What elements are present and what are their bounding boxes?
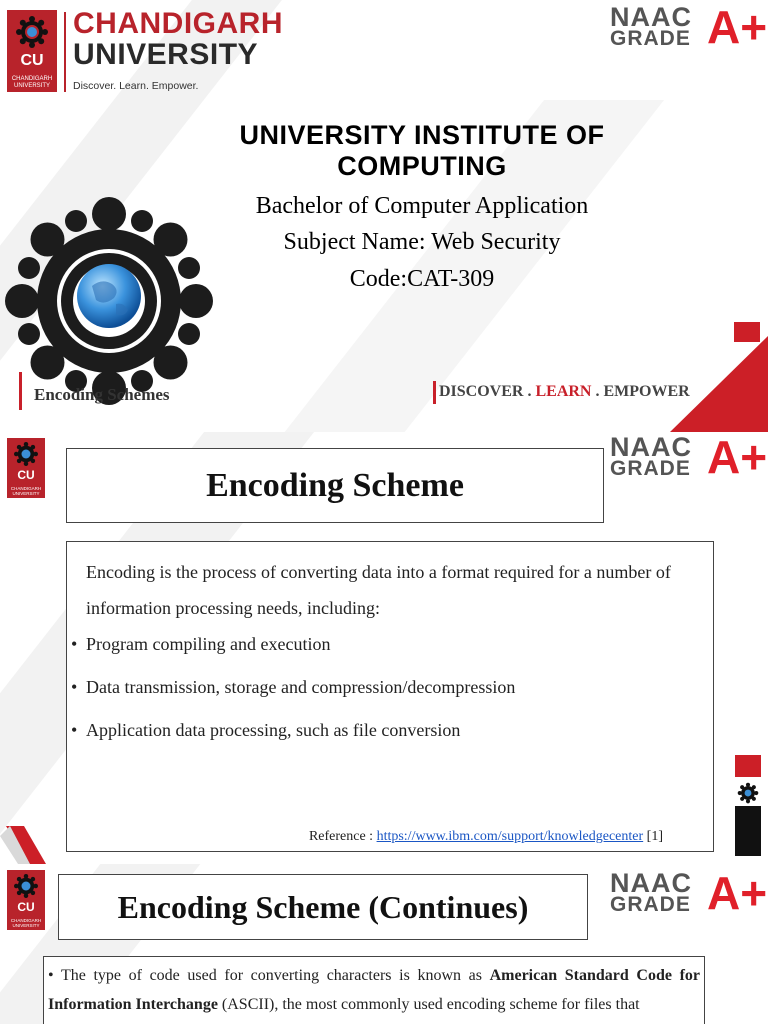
cu-logo-caption: CHANDIGARH UNIVERSITY [10,918,42,928]
grade-text: GRADE [610,457,691,480]
title-slide [0,0,768,432]
reference-link[interactable]: https://www.ibm.com/support/knowledgecenter [376,829,644,844]
list-item: • Data transmission, storage and compression/decompression [71,677,516,697]
university-name [73,8,283,70]
cu-logo [7,10,57,92]
corner-stripe-decoration [0,826,48,864]
gear-icon [16,16,48,48]
topic-title: Encoding Schemes [34,385,170,404]
cu-logo-text: CU [20,52,44,69]
naac-text: NAAC [610,2,692,32]
program-name: Bachelor of Computer Application [255,193,589,219]
globe-gear-icon [4,196,214,406]
university-name-line2: UNIVERSITY [73,38,259,71]
content-box [43,956,705,1024]
continued-slide [0,864,768,1024]
naac-grade: A+ [707,1,768,53]
logo-divider [64,12,66,92]
corner-decoration [650,318,768,432]
cu-logo [7,870,45,930]
motto-accent [433,381,436,404]
motto-discover: DISCOVER . [439,383,536,400]
paragraph-bold: American Standard Code for Information Interchange [48,967,701,1013]
content-slide [0,432,768,864]
side-accent-red [735,755,761,777]
paragraph-text: The type of code used for converting characters is known as [60,967,490,984]
gear-icon [737,782,759,804]
list-item-text: Program compiling and execution [86,634,331,654]
naac-text: NAAC [610,868,692,898]
tagline: Discover. Learn. Empower. [73,80,199,92]
gear-icon [14,442,38,466]
list-item-text: Application data processing, such as file conversion [86,720,461,740]
reference-label: Reference : [308,829,377,844]
topic-accent [19,372,22,410]
naac-text: NAAC [610,432,692,462]
reference [309,829,663,845]
naac-grade: A+ [707,867,768,919]
content-box [66,541,714,852]
slide-title: Encoding Scheme [66,448,604,523]
reference-number: [1] [643,829,663,844]
subject-name: Subject Name: Web Security [283,229,561,255]
list-item: • Program compiling and execution [71,634,331,654]
side-accent-black [735,806,761,856]
cu-logo-text: CU [17,900,35,914]
cu-logo-caption: CHANDIGARH UNIVERSITY [10,486,42,496]
subject-code: Code:CAT-309 [349,266,495,292]
naac-logo [610,434,768,484]
gear-icon [14,874,38,898]
list-item-text: Data transmission, storage and compression/decompression [86,677,516,697]
naac-logo [610,1,768,54]
intro-paragraph: Encoding is the process of converting data into a format required for a number of information processing needs, including: [86,562,671,618]
motto-empower: . EMPOWER [591,383,690,400]
grade-text: GRADE [610,27,691,50]
motto-learn: LEARN [535,383,592,400]
list-item: • Application data processing, such as file conversion [71,720,461,740]
slide-title: Encoding Scheme (Continues) [58,874,588,940]
paragraph-text: (ASCII), the most commonly used encoding scheme for files that [217,996,640,1013]
content-paragraph: • The type of code used for converting characters is known as American Standard Code for Information Interchange (ASCII), the most commonly used encoding scheme for files that [48,967,701,1013]
cu-logo [7,438,45,498]
cu-logo-text: CU [17,468,35,482]
cu-logo-caption: CHANDIGARH UNIVERSITY [11,76,53,89]
naac-logo [610,867,768,920]
naac-grade: A+ [707,432,768,483]
institute-title: UNIVERSITY INSTITUTE OF COMPUTING [239,120,605,181]
grade-text: GRADE [610,893,691,916]
university-name-line1: CHANDIGARH [73,7,283,40]
